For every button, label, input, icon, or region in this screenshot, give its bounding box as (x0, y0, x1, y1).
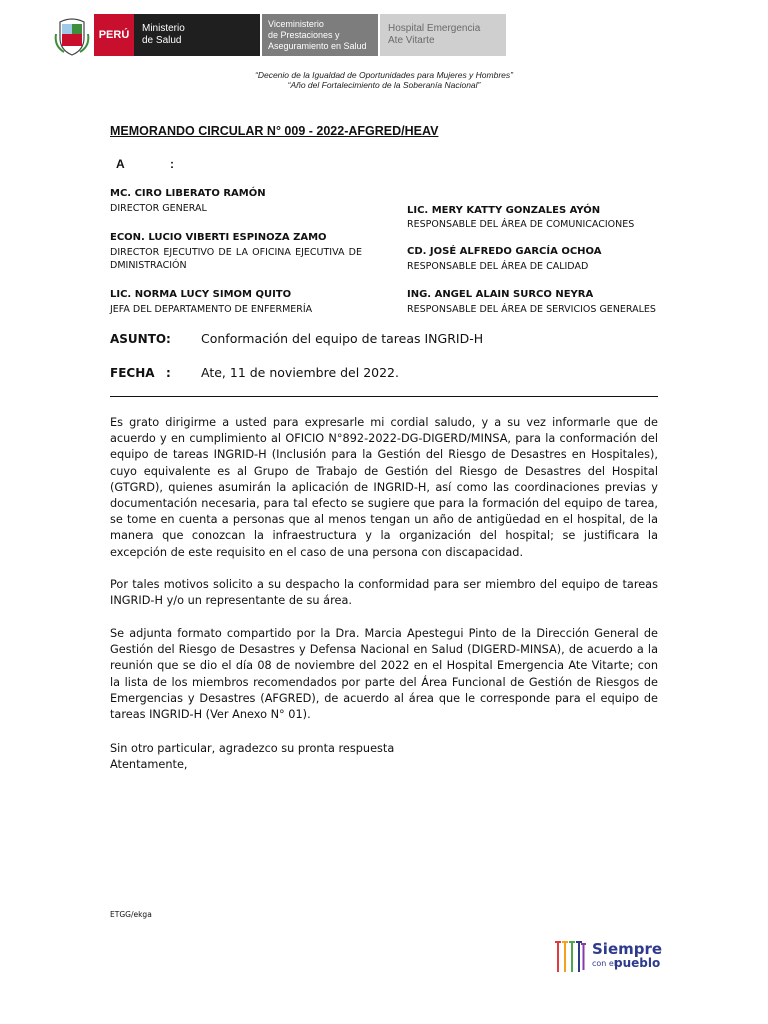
peru-logo: PERÚ (94, 14, 134, 56)
recipient-role: JEFA DEL DEPARTAMENTO DE ENFERMERÍA (110, 304, 313, 315)
fecha-colon: : (166, 366, 171, 380)
decenio-line2: “Año del Fortalecimiento de la Soberanía Nacional” (287, 80, 481, 90)
to-label: A (116, 157, 125, 171)
footer-siempre: Siempre (592, 940, 663, 958)
recipient-role: DIRECTOR EJECUTIVO DE LA OFICINA EJECUTIVA DE (110, 247, 362, 258)
closing-line-1: Sin otro particular, agradezco su pronta respuesta (110, 742, 395, 755)
asunto-label: ASUNTO (110, 332, 167, 346)
fecha-value: Ate, 11 de noviembre del 2022. (201, 365, 399, 380)
decenio-line1: “Decenio de la Igualdad de Oportunidades para Mujeres y Hombres” (255, 70, 513, 80)
recipient-name: LIC. MERY KATTY GONZALES AYÓN (407, 205, 601, 216)
footer-pueblo: pueblo (614, 956, 661, 970)
recipient-name: CD. JOSÉ ALFREDO GARCÍA OCHOA (407, 246, 602, 257)
recipient-name: LIC. NORMA LUCY SIMOM QUITO (110, 289, 292, 300)
recipient-name: MC. CIRO LIBERATO RAMÓN (110, 188, 266, 199)
body-paragraph-2: Por tales motivos solicito a su despacho la conformidad para ser miembro del equipo de tareas INGRID-H y/o un representante de su área. (110, 578, 658, 608)
recipient-role: DMINISTRACIÓN (110, 260, 187, 271)
recipient-name: ING. ANGEL ALAIN SURCO NEYRA (407, 289, 594, 300)
recipient-name: ECON. LUCIO VIBERTI ESPINOZA ZAMO (110, 232, 327, 243)
recipient-role: RESPONSABLE DEL ÁREA DE SERVICIOS GENERALES (407, 304, 656, 315)
recipient-role: DIRECTOR GENERAL (110, 203, 207, 214)
fecha-label: FECHA (110, 366, 155, 380)
ministerio-logo: Ministerio de Salud (134, 14, 260, 56)
footer-con-el: con el (592, 959, 617, 968)
coat-of-arms-icon (54, 16, 90, 56)
closing-line-2: Atentamente, (110, 758, 188, 771)
recipient-role: RESPONSABLE DEL ÁREA DE CALIDAD (407, 261, 589, 272)
recipient-role: RESPONSABLE DEL ÁREA DE COMUNICACIONES (407, 219, 635, 230)
memo-title: MEMORANDO CIRCULAR N° 009 - 2022-AFGRED/HEAV (110, 124, 439, 138)
asunto-colon: : (166, 332, 171, 346)
body-paragraph-1: Es grato dirigirme a usted para expresarle mi cordial saludo, y a su vez informarle que de acuerdo y en cumplimiento al OFICIO N°892-2022-DG-DIGERD/MINSA, para la conformación del equipo de tareas INGRID-H (Inclusión para la Gestión del Riesgo de Desastres en Hospitales), cuyo equivalente es al Grupo de Trabajo de Gestión del Riesgo de Desastres del Hospital (GTGRD), quienes asumirán la aplicación de INGRID-H, así como las coordinaciones previas y documentación necesaria, para tal efecto se sugiere que para la formación del equipo de tarea, se tome en cuenta a personas que al menos tengan un año de antigüedad en el hospital, de la manera que conozcan la infraestructura y la organización del hospital; se justificara la excepción de este requisito en el caso de una persona con discapacidad. (110, 416, 658, 559)
divider (110, 396, 658, 397)
reference-initials: ETGG/ekga (110, 910, 152, 919)
asunto-value: Conformación del equipo de tareas INGRID-H (201, 331, 484, 346)
hospital-logo: Hospital Emergencia Ate Vitarte (380, 14, 506, 56)
siempre-logo-icon (553, 938, 587, 976)
viceministerio-logo: Viceministerio de Prestaciones y Aseguramiento en Salud (262, 14, 378, 56)
to-colon: : (170, 157, 174, 171)
body-paragraph-3: Se adjunta formato compartido por la Dra. Marcia Apestegui Pinto de la Dirección General de Gestión del Riesgo de Desastres y Defensa Nacional en Salud (DIGERD-MINSA), de acuerdo a la reunión que se dio el día 08 de noviembre del 2022 en el Hospital Emergencia Ate Vitarte; con la lista de los miembros recomendados por parte del Área Funcional de Gestión de Riesgos de Emergencias y Desastres (AFGRED), de acuerdo al área que le corresponde para el equipo de tareas INGRID-H (Ver Anexo N° 01). (110, 627, 658, 722)
